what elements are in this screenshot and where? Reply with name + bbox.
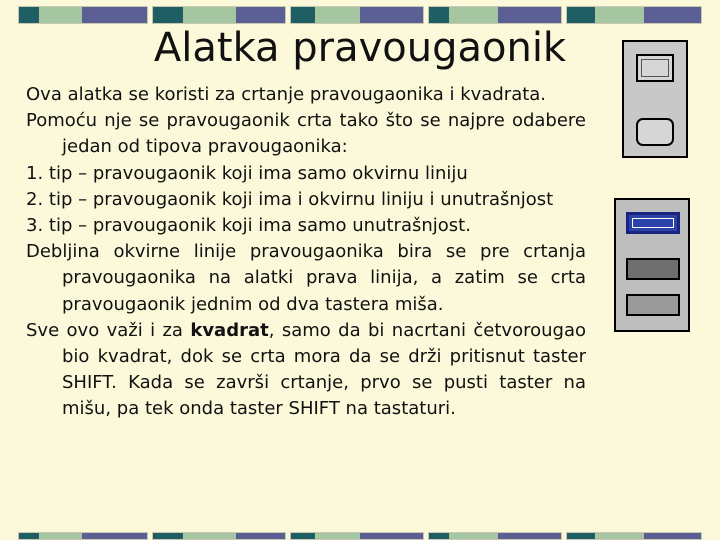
stripe-group bbox=[290, 532, 424, 540]
stripe-group bbox=[566, 6, 702, 24]
stripe-group bbox=[428, 532, 562, 540]
stripe-group bbox=[566, 532, 702, 540]
rectangle-type-options-panel bbox=[614, 198, 690, 332]
body-paragraph bbox=[26, 318, 586, 423]
outline-only-option-icon[interactable] bbox=[626, 212, 680, 234]
outline-and-fill-option-icon[interactable] bbox=[626, 258, 680, 280]
body-paragraph: Ova alatka se koristi za crtanje pravougaonika i kvadrata. bbox=[26, 84, 547, 105]
list-item: 2. tip – pravougaonik koji ima i okvirnu liniju i unutrašnjost bbox=[26, 188, 554, 210]
slide-body bbox=[26, 82, 586, 423]
slide-title: Alatka pravougaonik bbox=[153, 25, 567, 71]
bottom-decorative-stripes bbox=[0, 532, 720, 540]
rectangle-tool-icon[interactable] bbox=[636, 54, 674, 82]
body-paragraph: Debljina okvirne linije pravougaonika bira se pre crtanja pravougaonika na alatki prava linija, a zatim se crta pravougaonik jednim od dva tastera miša. bbox=[26, 241, 586, 315]
paragraph-text: , samo da bi nacrtani četvorougao bio kvadrat, dok se crta mora da se drži pritisnut taster SHIFT. Kada se završi crtanje, prvo se pusti taster na mišu, pa tek onda taster SHIFT na tastaturi. bbox=[62, 319, 586, 420]
fill-only-option-icon[interactable] bbox=[626, 294, 680, 316]
stripe-group bbox=[18, 6, 148, 24]
list-item: 3. tip – pravougaonik koji ima samo unutrašnjost. bbox=[26, 215, 471, 237]
rectangle-tools-panel bbox=[622, 40, 688, 158]
stripe-group bbox=[18, 532, 148, 540]
list-item: 1. tip – pravougaonik koji ima samo okvirnu liniju bbox=[26, 162, 468, 184]
paragraph-text: Sve ovo važi i za bbox=[26, 319, 191, 341]
rounded-rectangle-tool-icon[interactable] bbox=[636, 118, 674, 146]
bold-term: kvadrat bbox=[190, 319, 269, 341]
stripe-group bbox=[152, 532, 286, 540]
body-paragraph: Pomoću nje se pravougaonik crta tako što se najpre odabere jedan od tipova pravougaonika: bbox=[26, 110, 586, 158]
